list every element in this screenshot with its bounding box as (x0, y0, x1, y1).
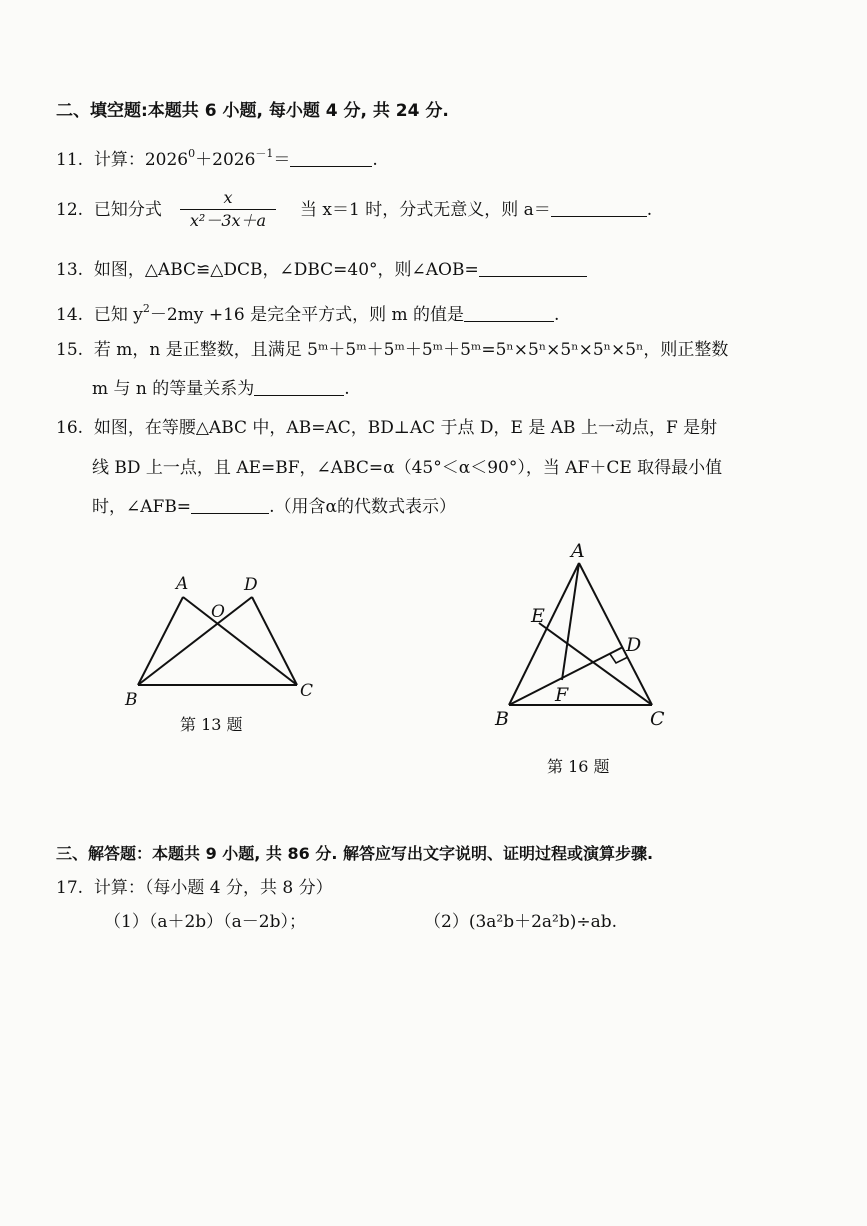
q17-part-1: （1）（a＋2b）（a－2b）； (104, 912, 306, 932)
q11-exp1: 0 (188, 147, 196, 160)
question-number: 11. (56, 150, 84, 170)
q14-text1: 已知 y (93, 305, 143, 325)
q14-end: . (554, 305, 560, 325)
answer-blank[interactable] (254, 379, 344, 396)
question-14 (56, 297, 559, 327)
question-12 (56, 198, 162, 222)
question-15-line2 (92, 377, 350, 401)
section-2-heading: 二、填空题:本题共 6 小题, 每小题 4 分, 共 24 分. (56, 101, 449, 121)
label-c: C (300, 681, 314, 701)
question-15 (56, 338, 728, 362)
q11-mid: ＋2026 (195, 150, 256, 170)
label-a: A (176, 574, 189, 594)
figure-16 (485, 535, 695, 785)
segment-bd (138, 597, 252, 685)
answer-blank[interactable] (464, 305, 554, 322)
fraction-numerator: x (223, 188, 233, 207)
question-number: 15. (56, 340, 84, 360)
q12-fraction (180, 188, 276, 231)
question-17 (56, 876, 333, 900)
q11-exp2: －1 (255, 147, 274, 160)
segment-ac (183, 597, 297, 685)
segment-ab (138, 597, 183, 685)
answer-blank[interactable] (191, 497, 269, 514)
segment-cd (252, 597, 297, 685)
question-number: 12. (56, 200, 84, 220)
q12-cond-text: 当 x＝1 时，分式无意义，则 a＝ (300, 200, 551, 220)
label-o: O (211, 602, 225, 622)
q17-text: 计算：（每小题 4 分，共 8 分） (93, 878, 333, 898)
q16-line3b: .（用含α的代数式表示） (269, 497, 456, 517)
label-e: E (531, 605, 545, 627)
q15-end: . (344, 379, 350, 399)
q13-text: 如图，△ABC≌△DCB，∠DBC=40°，则∠AOB= (93, 260, 479, 280)
question-16 (56, 416, 717, 440)
label-b: B (125, 690, 138, 710)
q17-part-2: （2）(3a²b＋2a²b)÷ab. (424, 912, 618, 932)
question-number: 13. (56, 260, 84, 280)
label-a: A (571, 540, 585, 562)
q12-prefix: 已知分式 (93, 200, 162, 220)
q14-exp: 2 (142, 302, 150, 315)
q11-eq: ＝ (273, 150, 291, 170)
q14-text2: －2my +16 是完全平方式，则 m 的值是 (149, 305, 465, 325)
answer-blank[interactable] (290, 150, 372, 167)
answer-blank[interactable] (479, 260, 587, 277)
q16-line1: 如图，在等腰△ABC 中，AB=AC，BD⊥AC 于点 D，E 是 AB 上一动点，F 是射 (93, 418, 718, 438)
label-d: D (244, 575, 258, 595)
label-b: B (495, 708, 509, 730)
question-16-line3 (92, 495, 456, 519)
label-f: F (555, 684, 569, 706)
q15-line2: m 与 n 的等量关系为 (92, 379, 255, 399)
question-number: 14. (56, 305, 84, 325)
figure-13-caption: 第 13 题 (180, 715, 243, 734)
question-number: 16. (56, 418, 84, 438)
fraction-denominator: x²－3x＋a (189, 211, 267, 230)
q11-prefix: 计算：2026 (93, 150, 189, 170)
q12-condition (300, 198, 652, 222)
question-11 (56, 142, 378, 172)
question-number: 17. (56, 878, 84, 898)
label-c: C (650, 708, 665, 730)
answer-blank[interactable] (551, 200, 647, 217)
q16-line3a: 时，∠AFB= (92, 497, 192, 517)
q15-line1: 若 m，n 是正整数，且满足 5ᵐ＋5ᵐ＋5ᵐ＋5ᵐ＋5ᵐ=5ⁿ×5ⁿ×5ⁿ×5ⁿ×5ⁿ，则正整数 (93, 340, 729, 360)
figure-16-caption: 第 16 题 (547, 757, 610, 776)
q12-end: . (646, 200, 653, 220)
q11-end: . (372, 150, 378, 170)
figure-13 (120, 565, 330, 745)
section-3-heading: 三、解答题：本题共 9 小题, 共 86 分. 解答应写出文字说明、证明过程或演算步骤. (56, 844, 654, 863)
label-d: D (626, 634, 642, 656)
q16-line2: 线 BD 上一点，且 AE=BF，∠ABC=α（45°＜α＜90°），当 AF＋CE 取得最小值 (92, 458, 723, 478)
question-13 (56, 258, 587, 282)
